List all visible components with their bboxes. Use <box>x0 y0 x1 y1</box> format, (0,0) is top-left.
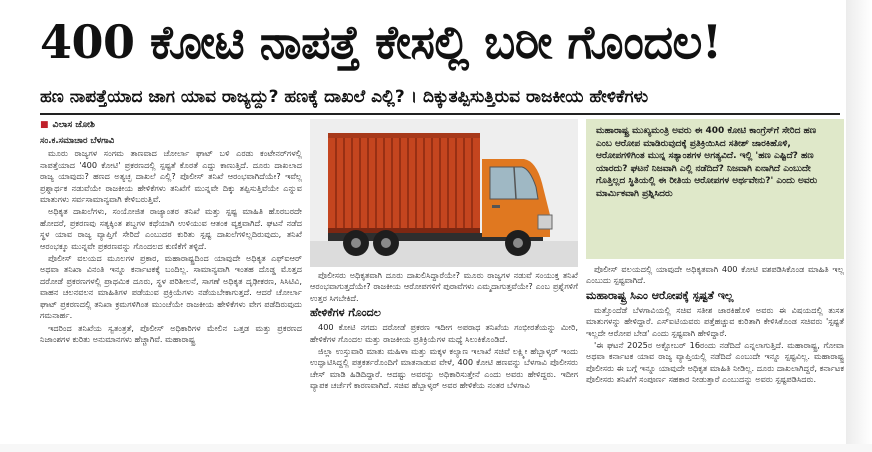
subhead-statements: ಹೇಳಿಕೆಗಳ ಗೊಂದಲ <box>310 306 381 320</box>
paragraph: ಮೂರು ರಾಜ್ಯಗಳ ಸಂಗಮ ತಾಣವಾದ ಚೋರ್ಲಾ ಘಾಟ್ ಬಳಿ ಎರಡು ಕಂಟೇನರ್‌ಗಳಲ್ಲಿ ನಾಪತ್ತೆಯಾದ '400 ಕೋಟಿ' ಪ್ರಕರಣದಲ್ಲಿ ಸ್ಪಷ್ಟತೆ ಕೊರತೆ ಎದ್ದು ಕಾಣುತ್ತಿದೆ. ದೂರು ದಾಖಲಾದ ರಾಜ್ಯ ಯಾವುದು? ಹಣದ ಅತ್ಯಚ್ಛ ದಾಖಲೆ ಎಲ್ಲಿ? ಪೊಲೀಸ್ ತನಿಖೆ ಆರಂಭವಾಗಿದೆಯೇ? ಇವೆಲ್ಲ ಪ್ರಶ್ನಾರ್ಥಕ ನಡುವೆಯೇ ರಾಜಕೀಯ ಹೇಳಿಕೆಗಳು ತನಿಖೆಗೆ ಮುನ್ನವೇ ದಿಕ್ಕು ತಪ್ಪಿಸುತ್ತಿವೆಯೇ ಎನ್ನುವ ಮಾತುಗಳು ಸರ್ವಸಾಮಾನ್ಯವಾಗಿ ಕೇಳಿಬರುತ್ತಿವೆ. <box>40 148 302 205</box>
paragraph: ಇದರಿಂದ ತನಿಖೆಯ ಸ್ವತಂತ್ರತೆ, ಪೊಲೀಸ್ ಅಧಿಕಾರಿಗಳ ಮೇಲಿನ ಒತ್ತಡ ಮತ್ತು ಪ್ರಕರಣದ ನಿಜಾಂಶಗಳ ಕುರಿತು ಅನುಮಾನಗಳು ಹೆಚ್ಚಾಗಿವೆ. ಮಹಾರಾಷ್ಟ್ರ <box>40 322 302 344</box>
truck-photo <box>310 119 578 267</box>
column-3 <box>586 264 844 442</box>
truck-illustration <box>310 119 578 267</box>
pull-quote-box <box>586 119 844 259</box>
paragraph: ಅಧಿಕೃತ ದಾಖಲೆಗಳು, ಸಂಯೋಜಿತ ರಾಜ್ಯಾಂತರ ತನಿಖೆ ಮತ್ತು ಸ್ಪಷ್ಟ ಮಾಹಿತಿ ಹೊರಬರದೇ ಹೋದರೆ, ಪ್ರಕರಣವು ಸತ್ಯಕ್ಕಿಂತ ಶಬ್ದಗಳ ಕಥೆಯಾಗಿ ಉಳಿಯುವ ಆತಂಕ ವ್ಯಕ್ತವಾಗಿದೆ. ಘಟನೆ ನಡೆದ ಸ್ಥಳ ಯಾವ ರಾಜ್ಯ ವ್ಯಾಪ್ತಿಗೆ ಸೇರಿದೆ ಎಂಬುದರ ಕುರಿತು ಸ್ಪಷ್ಟ ದಾಖಲೆಗಳಿಲ್ಲದಿರುವುದು, ತನಿಖೆ ಆರಂಭಕ್ಕೂ ಮುನ್ನವೇ ಪ್ರಕರಣವನ್ನು ಗೊಂದಲದ ಕುಣಿಕೆಗೆ ತಳ್ಳಿದೆ. <box>40 206 302 251</box>
headline: 400 ಕೋಟಿ ನಾಪತ್ತೆ ಕೇಸಲ್ಲಿ ಬರೀ ಗೊಂದಲ! <box>40 15 722 69</box>
page-bottom-edge <box>0 444 872 452</box>
pull-quote-text: ಮಹಾರಾಷ್ಟ್ರ ಮುಖ್ಯಮಂತ್ರಿ ಅವರು ಈ 400 ಕೋಟಿ ಕಾಂಗ್ರೆಸ್‌ಗೆ ಸೇರಿದ ಹಣ ಎಂಬ ಆರೋಪ ಮಾಡಿರುವುದಕ್ಕೆ ಪ್ರತಿಕ್ರಿಯಿಸಿದ ಸತೀಶ್ ಜಾರಕಿಹೊಳಿ, ಆರೋಪಗಳಿಗಿಂತ ಮುನ್ನ ಸತ್ಯಾಂಶಗಳ ಅಗತ್ಯವಿದೆ. ಇಲ್ಲಿ 'ಹಣ ಎಷ್ಟಿದೆ? ಹಣ ಯಾರದು? ಘಟನೆ ನಿಜವಾಗಿ ಎಲ್ಲಿ ನಡೆದಿದೆ? ನಿಜವಾಗಿ ಏನಾಗಿದೆ ಎಂಬುದೇ ಗೊತ್ತಿಲ್ಲದ ಸ್ಥಿತಿಯಲ್ಲಿ ಈ ರೀತಿಯ ಆರೋಪಗಳ ಅರ್ಥವೇನು?' ಎಂದು ಅವರು ಮಾರ್ಮಿಕವಾಗಿ ಪ್ರಶ್ನಿಸಿದರು <box>596 126 818 199</box>
paragraph: ಪೊಲೀಸ್ ವಲಯದ ಮೂಲಗಳ ಪ್ರಕಾರ, ಮಹಾರಾಷ್ಟ್ರದಿಂದ ಯಾವುದೇ ಅಧಿಕೃತ ಎಫ್‌ಐಆರ್ ಅಥವಾ ತನಿಖಾ ವಿನಂತಿ ಇನ್ನೂ ಕರ್ನಾಟಕಕ್ಕೆ ಬಂದಿಲ್ಲ. ಸಾಮಾನ್ಯವಾಗಿ ಇಂತಹ ದೊಡ್ಡ ಮೊತ್ತದ ದರೋಡೆ ಪ್ರಕರಣಗಳಲ್ಲಿ ಪ್ರಾಥಮಿಕ ದೂರು, ಸ್ಥಳ ಪರಿಶೀಲನೆ, ಸಾಗಣೆ ಅಧಿಕೃತ ದೃಢೀಕರಣ, ಸಿಸಿಟಿವಿ, ವಾಹನ ಚಲನವಲನ ಮಾಹಿತಿಗಳ ಪಡೆಯುವ ಪ್ರಕ್ರಿಯೆಗಳು ನಡೆಯಬೇಕಾಗುತ್ತದೆ. ಆದರೆ ಚೋರ್ಲಾ ಘಾಟ್ ಪ್ರಕರಣದಲ್ಲಿ ತನಿಖಾ ಕ್ರಮಗಳಿಗಿಂತ ಮುಂಚೆಯೇ ರಾಜಕೀಯ ಹೇಳಿಕೆಗಳು ವೇಗ ಪಡೆದಿರುವುದು ಗಮನಾರ್ಹ. <box>40 253 302 321</box>
page-edge-shadow <box>846 0 872 452</box>
divider-rule <box>40 113 840 115</box>
paragraph: 400 ಕೋಟಿ ನಗದು ದರೋಡೆ ಪ್ರಕರಣ ಇದೀಗ ಅಪರಾಧ ತನಿಖೆಯ ಗಂಭೀರತೆಯನ್ನು ಮೀರಿ, ಹೇಳಿಕೆಗಳ ಗೊಂದಲ ಮತ್ತು ರಾಜಕೀಯ ಪ್ರತಿಕ್ರಿಯೆಗಳ ಮಧ್ಯೆ ಸಿಲುಕಿಕೊಂಡಿದೆ. <box>310 322 578 344</box>
dateline: ಸಂ.ಕ.ಸಮಾಚಾರ ಬೆಳಗಾವಿ <box>40 136 115 146</box>
paragraph: 'ಈ ಘಟನೆ 2025ರ ಅಕ್ಟೋಬರ್ 16ರಂದು ನಡೆದಿದೆ ಎನ್ನಲಾಗುತ್ತಿದೆ. ಮಹಾರಾಷ್ಟ್ರ, ಗೋವಾ ಅಥವಾ ಕರ್ನಾಟಕ ಯಾವ ರಾಜ್ಯ ವ್ಯಾಪ್ತಿಯಲ್ಲಿ ನಡೆದಿದೆ ಎಂಬುದೇ ಇನ್ನೂ ಸ್ಪಷ್ಟವಿಲ್ಲ. ಮಹಾರಾಷ್ಟ್ರ ಪೊಲೀಸರು ಈ ಬಗ್ಗೆ ಇನ್ನೂ ಯಾವುದೇ ಅಧಿಕೃತ ಮಾಹಿತಿ ನೀಡಿಲ್ಲ. ದೂರು ದಾಖಲಾಗಿದ್ದರೆ, ಕರ್ನಾಟಕ ಪೊಲೀಸರು ತನಿಖೆಗೆ ಸಂಪೂರ್ಣ ಸಹಕಾರ ನೀಡುತ್ತಾರೆ ಎಂಬುದನ್ನು ಅವರು ಸ್ಪಷ್ಟಪಡಿಸಿದರು. <box>586 340 844 385</box>
column-2 <box>310 270 578 442</box>
byline-author: ವಿಲಾಸ ಜೋಶಿ <box>52 120 95 130</box>
byline <box>40 120 95 130</box>
subheadline: ಹಣ ನಾಪತ್ತೆಯಾದ ಜಾಗ ಯಾವ ರಾಜ್ಯದ್ದು? ಹಣಕ್ಕೆ ದಾಖಲೆ ಎಲ್ಲಿ? । ದಿಕ್ಕುತಪ್ಪಿಸುತ್ತಿರುವ ರಾಜಕೀಯ ಹೇಳಿಕೆಗಳು <box>40 87 649 107</box>
paragraph: ಮತ್ತೊಂದೆಡೆ ಬೆಳಗಾವಿಯಲ್ಲಿ ಸಚಿವ ಸತೀಶ ಜಾರಕಿಹೊಳಿ ಅವರು ಈ ವಿಷಯದಲ್ಲಿ ತುಸತ ಮಾತುಗಳನ್ನು ಹೇಳಿದ್ದಾರೆ. ಎಸ್‌ಐಟಿಯವರು ಪತ್ತೆಹಚ್ಚುವ ಕುರಿತಾಗಿ ಕೇಳಿಸಿಕೊಂಡ ಸಚಿವರು 'ಸ್ಪಷ್ಟತೆ ಇಲ್ಲದೇ ಆರೋಪ ಬೇಡ' ಎಂದು ಸ್ಪಷ್ಟವಾಗಿ ಹೇಳಿದ್ದಾರೆ. <box>586 304 844 338</box>
subhead-maharashtra-cm: ಮಹಾರಾಷ್ಟ್ರ ಸಿಎಂ ಆರೋಪಕ್ಕೆ ಸ್ಪಷ್ಟತೆ ಇಲ್ಲ <box>586 288 734 302</box>
paragraph: ಪೊಲೀಸ್ ವಲಯದಲ್ಲಿ ಯಾವುದೇ ಅಧಿಕೃತವಾಗಿ 400 ಕೋಟಿ ವಶಪಡಿಸಿಕೊಂಡ ಮಾಹಿತಿ ಇಲ್ಲ ಎಂಬುದು ಸ್ಪಷ್ಟವಾಗಿದೆ. <box>586 264 844 286</box>
bullet-icon: ■ <box>40 120 49 130</box>
paragraph: ಜಿಲ್ಲಾ ಉಸ್ತುವಾರಿ ಮಾತು ಮಹಿಳಾ ಮತ್ತು ಮಕ್ಕಳ ಕಲ್ಯಾಣ ಇಲಾಖೆ ಸಚಿವೆ ಲಕ್ಷ್ಮೀ ಹೆಬ್ಬಾಳ್ಕರ್ ಇಂದು ಉದ್ಘಾಟಿಸಿದ್ದಲ್ಲಿ ಪತ್ರಕರ್ತರೊಂದಿಗೆ ಮಾತನಾಡುವ ವೇಳೆ, 400 ಕೋಟಿ ಹಣವನ್ನು ಬೆಳಗಾವಿ ಪೊಲೀಸರು ಚೇಸ್ ಮಾಡಿ ಹಿಡಿದಿದ್ದಾರೆ. ಆದಷ್ಟು ಅವರನ್ನು ಅಧಿಕಾರಿಸುತ್ತೇನೆ ಎಂದು ಅವರು ಹೇಳಿದ್ದರು. ಇದೀಗ ವ್ಯಾಪಕ ಚರ್ಚೆಗೆ ಕಾರಣವಾಗಿದೆ. ಸಚಿವ ಹೆಬ್ಬಾಳ್ಕರ್ ಅವರ ಹೇಳಿಕೆಯ ನಂತರ ಬೆಳಗಾವಿ <box>310 346 578 391</box>
paragraph: ಪೊಲೀಸರು ಅಧಿಕೃತವಾಗಿ ದೂರು ದಾಖಲಿಸಿದ್ದಾರೆಯೇ? ಮೂರು ರಾಜ್ಯಗಳ ನಡುವೆ ಸಂಯುಕ್ತ ತನಿಖೆ ಆರಂಭವಾಗುತ್ತದೆಯೇ? ರಾಜಕೀಯ ಆರೋಪಗಳಿಗೆ ಪುರಾವೆಗಳು ಎಮ್ಮದಾಗುತ್ತವೆಯೇ? ಎಂಬ ಪ್ರಶ್ನೆಗಳಿಗೆ ಉತ್ತರ ಸಿಗಬೇಕಿದೆ. <box>310 270 578 303</box>
column-1 <box>40 136 302 442</box>
